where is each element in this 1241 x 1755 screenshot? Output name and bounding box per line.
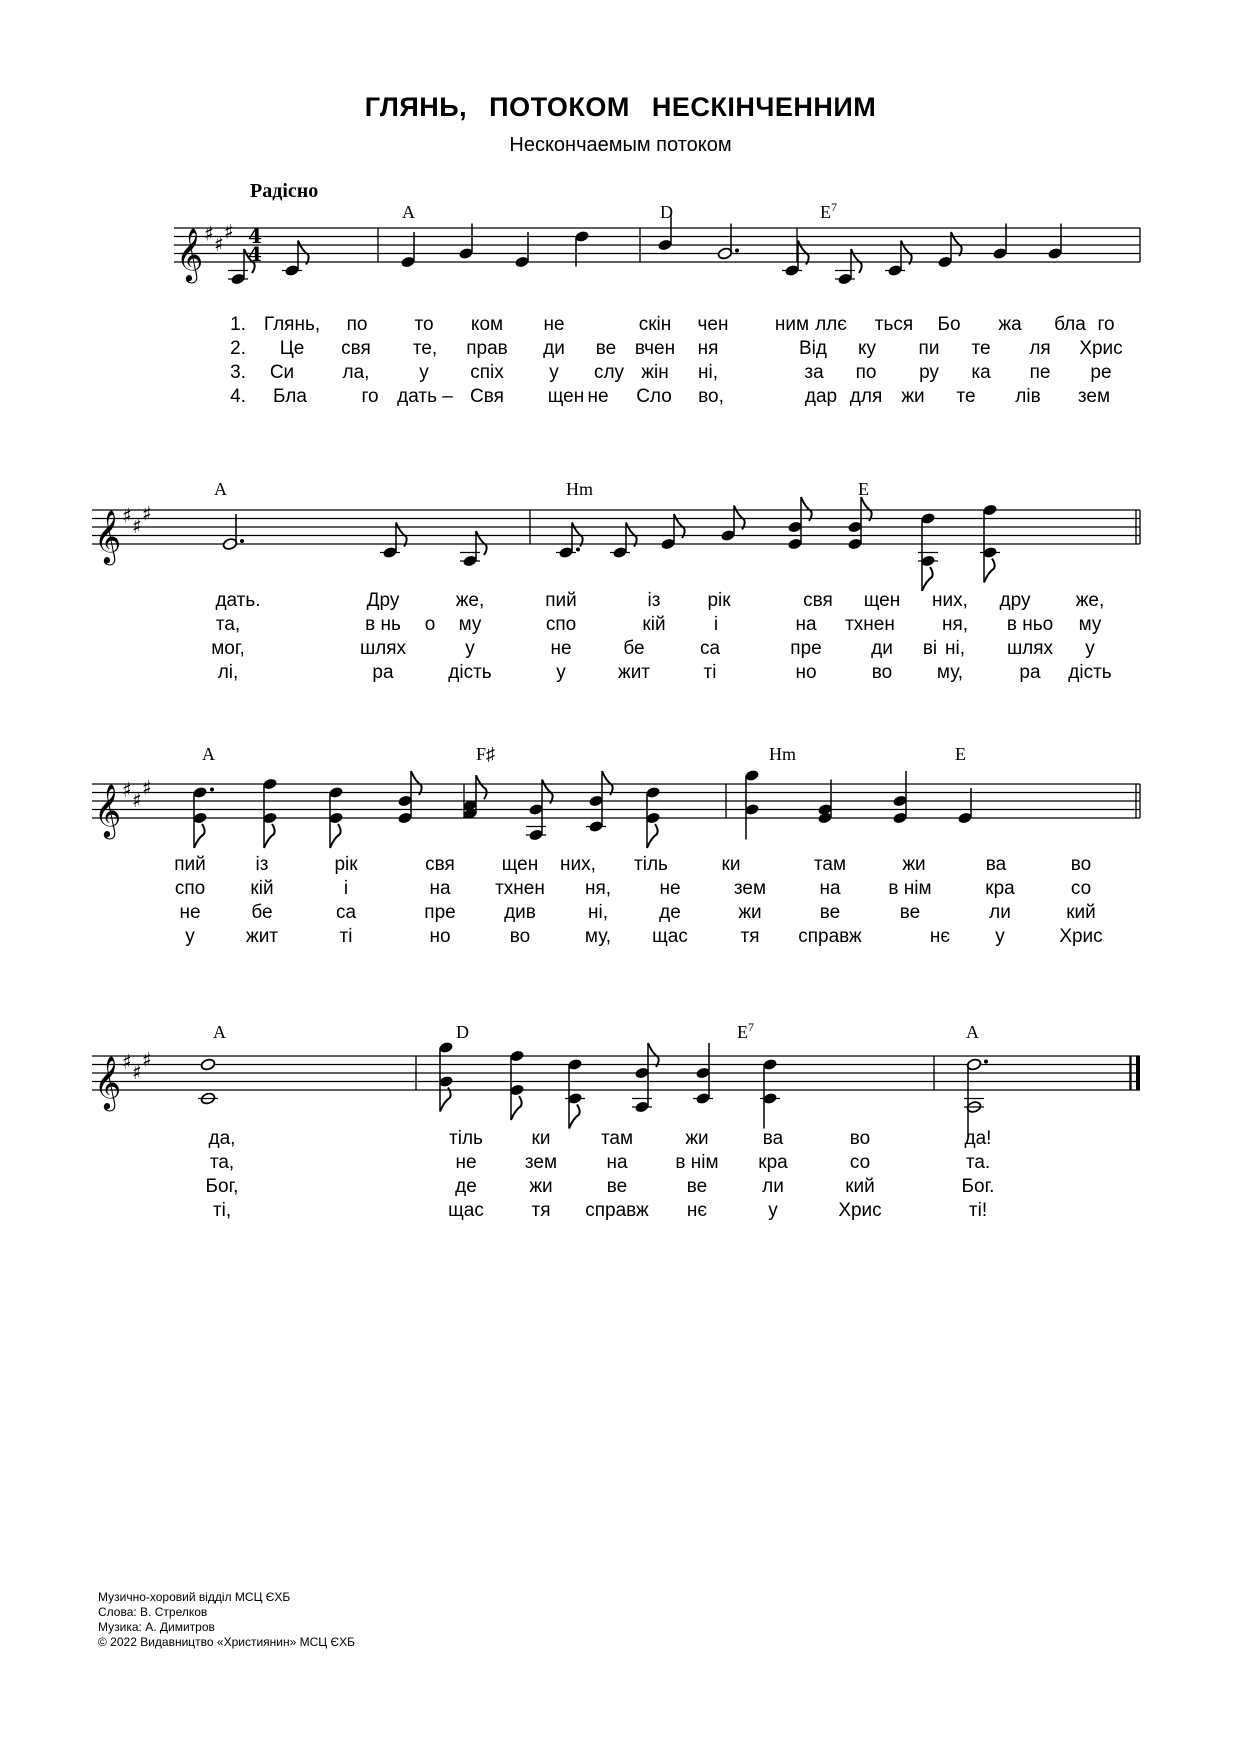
chord-symbol: Hm bbox=[566, 479, 593, 499]
note-flag bbox=[851, 249, 862, 273]
lyric-syllable: со bbox=[849, 1152, 871, 1173]
lyric-syllable: ки bbox=[721, 854, 741, 875]
lyric-syllable: ва bbox=[985, 854, 1007, 875]
note-flag bbox=[511, 1096, 522, 1120]
lyric-syllable: ня, bbox=[584, 878, 612, 899]
lyric-syllable: ва bbox=[762, 1128, 784, 1149]
lyric-syllable: ра bbox=[372, 662, 394, 683]
lyric-syllable: 1. bbox=[230, 314, 246, 335]
note-flag bbox=[298, 241, 309, 265]
lyric-syllable: у bbox=[465, 638, 475, 659]
augmentation-dot bbox=[576, 548, 580, 552]
time-signature-top: 4 bbox=[248, 224, 262, 248]
lyric-syllable: у bbox=[995, 926, 1005, 947]
lyric-syllable: на bbox=[819, 878, 841, 899]
note-flag bbox=[602, 771, 613, 795]
lyric-syllable: но bbox=[429, 926, 451, 947]
lyric-syllable: дать. bbox=[215, 590, 261, 611]
lyric-syllable: Дру bbox=[366, 590, 400, 611]
lyric-syllable: шлях bbox=[1006, 638, 1054, 659]
note-flag bbox=[542, 780, 553, 804]
lyric-syllable: Свя bbox=[470, 386, 504, 407]
lyric-syllable: пе bbox=[1029, 362, 1051, 383]
lyric-syllable: вчен bbox=[634, 338, 676, 359]
lyric-syllable: мог, bbox=[211, 638, 245, 659]
lyric-syllable: у bbox=[549, 362, 559, 383]
lyric-syllable: то bbox=[414, 314, 434, 335]
key-sharp-icon: ♯ bbox=[132, 1060, 142, 1085]
lyric-syllable: Бо bbox=[937, 314, 961, 335]
lyric-syllable: на bbox=[795, 614, 817, 635]
lyric-syllable: не bbox=[659, 878, 681, 899]
lyric-syllable: кий bbox=[1066, 902, 1096, 923]
lyric-syllable: кій bbox=[250, 878, 274, 899]
note-flag bbox=[674, 514, 685, 538]
note-flag bbox=[734, 506, 745, 530]
lyric-syllable: ве bbox=[606, 1176, 628, 1197]
lyric-syllable: ве bbox=[595, 338, 617, 359]
note-flag bbox=[411, 771, 422, 795]
lyric-syllable: шлях bbox=[359, 638, 407, 659]
lyric-syllable: жи bbox=[902, 854, 926, 875]
note-flag bbox=[476, 531, 487, 555]
treble-clef-icon: 𝄞 bbox=[176, 227, 204, 281]
chord-symbol: $E^7$ bbox=[820, 200, 837, 222]
lyric-syllable: му, bbox=[936, 662, 964, 683]
song-subtitle: Нескончаемым потоком bbox=[509, 134, 732, 156]
lyric-syllable: рік bbox=[707, 590, 731, 611]
lyric-syllable: те, bbox=[412, 338, 438, 359]
lyric-syllable: не bbox=[543, 314, 565, 335]
lyric-syllable: о bbox=[424, 614, 436, 635]
lyric-syllable: у bbox=[185, 926, 195, 947]
key-sharp-icon: ♯ bbox=[142, 1047, 152, 1072]
treble-clef-icon: 𝄞 bbox=[94, 509, 122, 563]
lyric-syllable: лів bbox=[1015, 386, 1041, 407]
lyric-syllable: нє bbox=[686, 1200, 708, 1221]
lyric-syllable: Хрис bbox=[1059, 926, 1103, 947]
lyric-syllable: ті! bbox=[968, 1200, 988, 1221]
lyric-syllable: спо bbox=[545, 614, 577, 635]
note-flag bbox=[569, 1105, 580, 1129]
lyric-syllable: 3. bbox=[230, 362, 246, 383]
credit-line: Слова: В. Стрелков bbox=[98, 1605, 208, 1619]
key-sharp-icon: ♯ bbox=[122, 1049, 132, 1074]
lyric-syllable: Бог, bbox=[205, 1176, 239, 1197]
lyric-syllable: ве bbox=[686, 1176, 708, 1197]
lyric-syllable: жа bbox=[998, 314, 1022, 335]
lyric-syllable: кра bbox=[985, 878, 1015, 899]
key-sharp-icon: ♯ bbox=[132, 788, 142, 813]
note-flag bbox=[861, 497, 872, 521]
lyric-syllable: не bbox=[179, 902, 201, 923]
lyric-syllable: де bbox=[455, 1176, 477, 1197]
lyric-syllable: ллє bbox=[815, 314, 847, 335]
credit-line: Музично-хоровий відділ МСЦ ЄХБ bbox=[98, 1590, 291, 1604]
lyric-syllable: го bbox=[1097, 314, 1115, 335]
lyric-syllable: дар bbox=[804, 386, 838, 407]
lyric-syllable: ні, bbox=[698, 362, 718, 383]
lyric-syllable: жи bbox=[685, 1128, 709, 1149]
lyric-syllable: слу bbox=[593, 362, 625, 383]
augmentation-dot bbox=[984, 1060, 988, 1064]
lyric-syllable: прав bbox=[466, 338, 508, 359]
note-flag bbox=[264, 824, 275, 848]
lyric-syllable: пи bbox=[918, 338, 940, 359]
chord-symbol: D bbox=[660, 202, 673, 222]
lyric-syllable: скін bbox=[638, 314, 672, 335]
lyric-syllable: ка bbox=[971, 362, 991, 383]
lyric-syllable: бе bbox=[251, 902, 273, 923]
lyric-syllable: на bbox=[606, 1152, 628, 1173]
lyric-syllable: дать – bbox=[397, 386, 453, 407]
lyric-syllable: там bbox=[813, 854, 847, 875]
lyric-syllable: 4. bbox=[230, 386, 246, 407]
lyric-syllable: ться bbox=[874, 314, 914, 335]
key-sharp-icon: ♯ bbox=[204, 221, 214, 246]
chord-symbol: Hm bbox=[769, 744, 796, 764]
chord-symbol: D bbox=[456, 1022, 469, 1042]
key-sharp-icon: ♯ bbox=[214, 232, 224, 257]
lyric-syllable: свя bbox=[803, 590, 833, 611]
chord-symbol: A bbox=[214, 479, 227, 499]
lyric-syllable: дру bbox=[999, 590, 1031, 611]
lyric-syllable: по bbox=[855, 362, 877, 383]
lyric-syllable: 2. bbox=[230, 338, 246, 359]
lyric-syllable: в ньо bbox=[1006, 614, 1054, 635]
chord-symbol: F♯ bbox=[476, 744, 496, 764]
lyric-syllable: ре bbox=[1090, 362, 1112, 383]
lyric-syllable: у bbox=[556, 662, 566, 683]
lyric-syllable: ним bbox=[774, 314, 810, 335]
lyric-syllable: кра bbox=[758, 1152, 788, 1173]
lyric-syllable: ні, bbox=[945, 638, 965, 659]
lyric-syllable: со bbox=[1070, 878, 1092, 899]
lyric-syllable: ні, bbox=[588, 902, 608, 923]
lyric-syllable: Бла bbox=[273, 386, 307, 407]
lyric-syllable: ки bbox=[531, 1128, 551, 1149]
lyric-syllable: ве bbox=[819, 902, 841, 923]
lyric-syllable: та. bbox=[965, 1152, 991, 1173]
lyric-syllable: ті bbox=[339, 926, 353, 947]
key-sharp-icon: ♯ bbox=[122, 777, 132, 802]
treble-clef-icon: 𝄞 bbox=[94, 783, 122, 837]
key-sharp-icon: ♯ bbox=[142, 501, 152, 526]
lyric-syllable: Хрис bbox=[838, 1200, 882, 1221]
lyric-syllable: ті bbox=[703, 662, 717, 683]
lyric-syllable: не bbox=[587, 386, 609, 407]
lyric-syllable: ті, bbox=[212, 1200, 232, 1221]
chord-symbol: A bbox=[202, 744, 215, 764]
note-flag bbox=[476, 775, 487, 799]
credits-block bbox=[98, 1590, 355, 1650]
lyric-syllable: ди bbox=[543, 338, 565, 359]
lyric-syllable: тхнен bbox=[845, 614, 895, 635]
lyric-syllable: му bbox=[1078, 614, 1102, 635]
note-flag bbox=[647, 824, 658, 848]
credit-line: © 2022 Видавництво «Християнин» МСЦ ЄХБ bbox=[98, 1635, 356, 1649]
lyric-syllable: во bbox=[509, 926, 531, 947]
note-flag bbox=[798, 241, 809, 265]
lyric-syllable: зем bbox=[733, 878, 767, 899]
lyric-syllable: щен bbox=[863, 590, 901, 611]
lyric-syllable: і bbox=[713, 614, 719, 635]
note-flag bbox=[951, 232, 962, 256]
lyric-syllable: в нім bbox=[888, 878, 932, 899]
chord-symbol: A bbox=[966, 1022, 979, 1042]
lyric-syllable: но bbox=[795, 662, 817, 683]
note-flag bbox=[194, 824, 205, 848]
note-flag bbox=[330, 824, 341, 848]
lyric-syllable: щен bbox=[547, 386, 585, 407]
note-flag bbox=[572, 523, 583, 547]
lyric-syllable: Від bbox=[799, 338, 827, 359]
note-flag bbox=[626, 523, 637, 547]
lyric-syllable: там bbox=[600, 1128, 634, 1149]
lyric-syllable: го bbox=[361, 386, 379, 407]
lyric-syllable: му bbox=[458, 614, 482, 635]
lyric-syllable: тя bbox=[531, 1200, 551, 1221]
lyric-syllable: Сло bbox=[636, 386, 672, 407]
lyric-syllable: ди bbox=[871, 638, 893, 659]
time-signature-bottom: 4 bbox=[248, 242, 262, 266]
lyric-syllable: у bbox=[768, 1200, 778, 1221]
lyric-syllable: по bbox=[346, 314, 368, 335]
lyric-syllable: ня bbox=[697, 338, 719, 359]
lyric-syllable: за bbox=[804, 362, 824, 383]
lyric-syllable: у bbox=[1085, 638, 1095, 659]
lyric-syllable: ла, bbox=[342, 362, 370, 383]
lyric-syllable: у bbox=[419, 362, 429, 383]
lyric-syllable: на bbox=[429, 878, 451, 899]
credit-line: Музика: А. Димитров bbox=[98, 1620, 215, 1634]
lyric-syllable: із bbox=[647, 590, 661, 611]
lyric-syllable: во bbox=[871, 662, 893, 683]
lyric-syllable: не bbox=[550, 638, 572, 659]
chord-symbol: A bbox=[402, 202, 415, 222]
lyric-syllable: та, bbox=[209, 1152, 235, 1173]
lyric-syllable: щас bbox=[448, 1200, 484, 1221]
lyric-syllable: жи bbox=[529, 1176, 553, 1197]
lyric-syllable: та, bbox=[215, 614, 241, 635]
lyric-syllable: бе bbox=[623, 638, 645, 659]
lyric-syllable: Хрис bbox=[1079, 338, 1123, 359]
lyric-syllable: са bbox=[335, 902, 357, 923]
lyric-syllable: лі, bbox=[217, 662, 239, 683]
note-flag bbox=[984, 559, 995, 583]
chord-symbol: E bbox=[955, 744, 966, 764]
lyric-syllable: ли bbox=[762, 1176, 784, 1197]
key-sharp-icon: ♯ bbox=[142, 775, 152, 800]
lyric-syllable: же, bbox=[455, 590, 485, 611]
lyric-syllable: са bbox=[699, 638, 721, 659]
key-sharp-icon: ♯ bbox=[122, 503, 132, 528]
lyric-syllable: не bbox=[455, 1152, 477, 1173]
lyric-syllable: із bbox=[255, 854, 269, 875]
lyric-syllable: кій bbox=[642, 614, 666, 635]
lyric-syllable: в нь bbox=[365, 614, 401, 635]
lyric-syllable: жін bbox=[641, 362, 669, 383]
lyric-syllable: спо bbox=[174, 878, 206, 899]
note-flag bbox=[648, 1043, 659, 1067]
lyric-syllable: чен bbox=[697, 314, 729, 335]
lyric-syllable: во bbox=[1070, 854, 1092, 875]
lyric-syllable: во, bbox=[698, 386, 724, 407]
augmentation-dot bbox=[210, 788, 214, 792]
lyric-syllable: ку bbox=[857, 338, 877, 359]
final-barline bbox=[1136, 1056, 1140, 1090]
lyric-syllable: тя bbox=[740, 926, 760, 947]
key-sharp-icon: ♯ bbox=[132, 514, 142, 539]
lyric-syllable: да! bbox=[964, 1128, 992, 1149]
lyric-syllable: те bbox=[971, 338, 991, 359]
lyric-syllable: ра bbox=[1019, 662, 1041, 683]
lyric-syllable: пий bbox=[545, 590, 577, 611]
lyric-syllable: щас bbox=[652, 926, 688, 947]
lyric-syllable: справж bbox=[585, 1200, 649, 1221]
lyric-syllable: же, bbox=[1075, 590, 1105, 611]
lyric-syllable: да, bbox=[208, 1128, 236, 1149]
lyric-syllable: нє bbox=[929, 926, 951, 947]
lyric-syllable: Це bbox=[279, 338, 305, 359]
lyric-syllable: ру bbox=[919, 362, 939, 383]
lyric-syllable: ли bbox=[989, 902, 1011, 923]
note-flag bbox=[801, 497, 812, 521]
lyric-syllable: щен bbox=[501, 854, 539, 875]
lyric-syllable: жит bbox=[617, 662, 651, 683]
lyric-syllable: ня, bbox=[941, 614, 969, 635]
lyric-syllable: свя bbox=[341, 338, 371, 359]
lyric-syllable: справж bbox=[798, 926, 862, 947]
tempo-marking: Радісно bbox=[250, 180, 319, 202]
augmentation-dot bbox=[240, 539, 244, 543]
lyric-syllable: те bbox=[956, 386, 976, 407]
lyric-syllable: дість bbox=[448, 662, 492, 683]
lyric-syllable: спіх bbox=[470, 362, 504, 383]
lyric-syllable: жи bbox=[901, 386, 925, 407]
lyric-syllable: для bbox=[849, 386, 883, 407]
chord-symbol: $E^7$ bbox=[737, 1020, 754, 1042]
lyric-syllable: рік bbox=[334, 854, 358, 875]
note-flag bbox=[901, 241, 912, 265]
lyric-syllable: див bbox=[504, 902, 536, 923]
song-title: ГЛЯНЬ, ПОТОКОМ НЕСКІНЧЕННИМ bbox=[364, 92, 877, 122]
lyric-syllable: ком bbox=[470, 314, 504, 335]
lyric-syllable: ля bbox=[1029, 338, 1051, 359]
lyric-syllable: Си bbox=[269, 362, 295, 383]
lyric-syllable: в нім bbox=[675, 1152, 719, 1173]
lyric-syllable: них, bbox=[560, 854, 596, 875]
lyric-syllable: Глянь, bbox=[263, 314, 321, 335]
lyric-syllable: них, bbox=[932, 590, 968, 611]
lyric-syllable: му, bbox=[584, 926, 612, 947]
lyric-syllable: де bbox=[659, 902, 681, 923]
note-flag bbox=[922, 567, 933, 591]
lyric-syllable: пре bbox=[790, 638, 822, 659]
lyric-syllable: свя bbox=[425, 854, 455, 875]
lyric-syllable: зем bbox=[1077, 386, 1111, 407]
lyric-syllable: во bbox=[849, 1128, 871, 1149]
lyric-syllable: ві bbox=[922, 638, 938, 659]
lyric-syllable: ве bbox=[899, 902, 921, 923]
lyric-syllable: кий bbox=[845, 1176, 875, 1197]
lyric-syllable: бла bbox=[1054, 314, 1086, 335]
chord-symbol: E bbox=[858, 479, 869, 499]
note-head bbox=[200, 1058, 216, 1071]
lyric-syllable: пий bbox=[174, 854, 206, 875]
lyric-syllable: Бог. bbox=[961, 1176, 995, 1197]
lyric-syllable: тіль bbox=[449, 1128, 483, 1149]
lyric-syllable: і bbox=[343, 878, 349, 899]
augmentation-dot bbox=[735, 249, 739, 253]
chord-symbol: A bbox=[213, 1022, 226, 1042]
key-sharp-icon: ♯ bbox=[224, 219, 234, 244]
lyric-syllable: дість bbox=[1068, 662, 1112, 683]
lyric-syllable: тхнен bbox=[495, 878, 545, 899]
lyric-syllable: жит bbox=[245, 926, 279, 947]
lyric-syllable: зем bbox=[524, 1152, 558, 1173]
note-flag bbox=[440, 1088, 451, 1112]
treble-clef-icon: 𝄞 bbox=[94, 1055, 122, 1109]
lyric-syllable: тіль bbox=[634, 854, 668, 875]
note-flag bbox=[396, 523, 407, 547]
lyric-syllable: жи bbox=[738, 902, 762, 923]
lyric-syllable: пре bbox=[424, 902, 456, 923]
